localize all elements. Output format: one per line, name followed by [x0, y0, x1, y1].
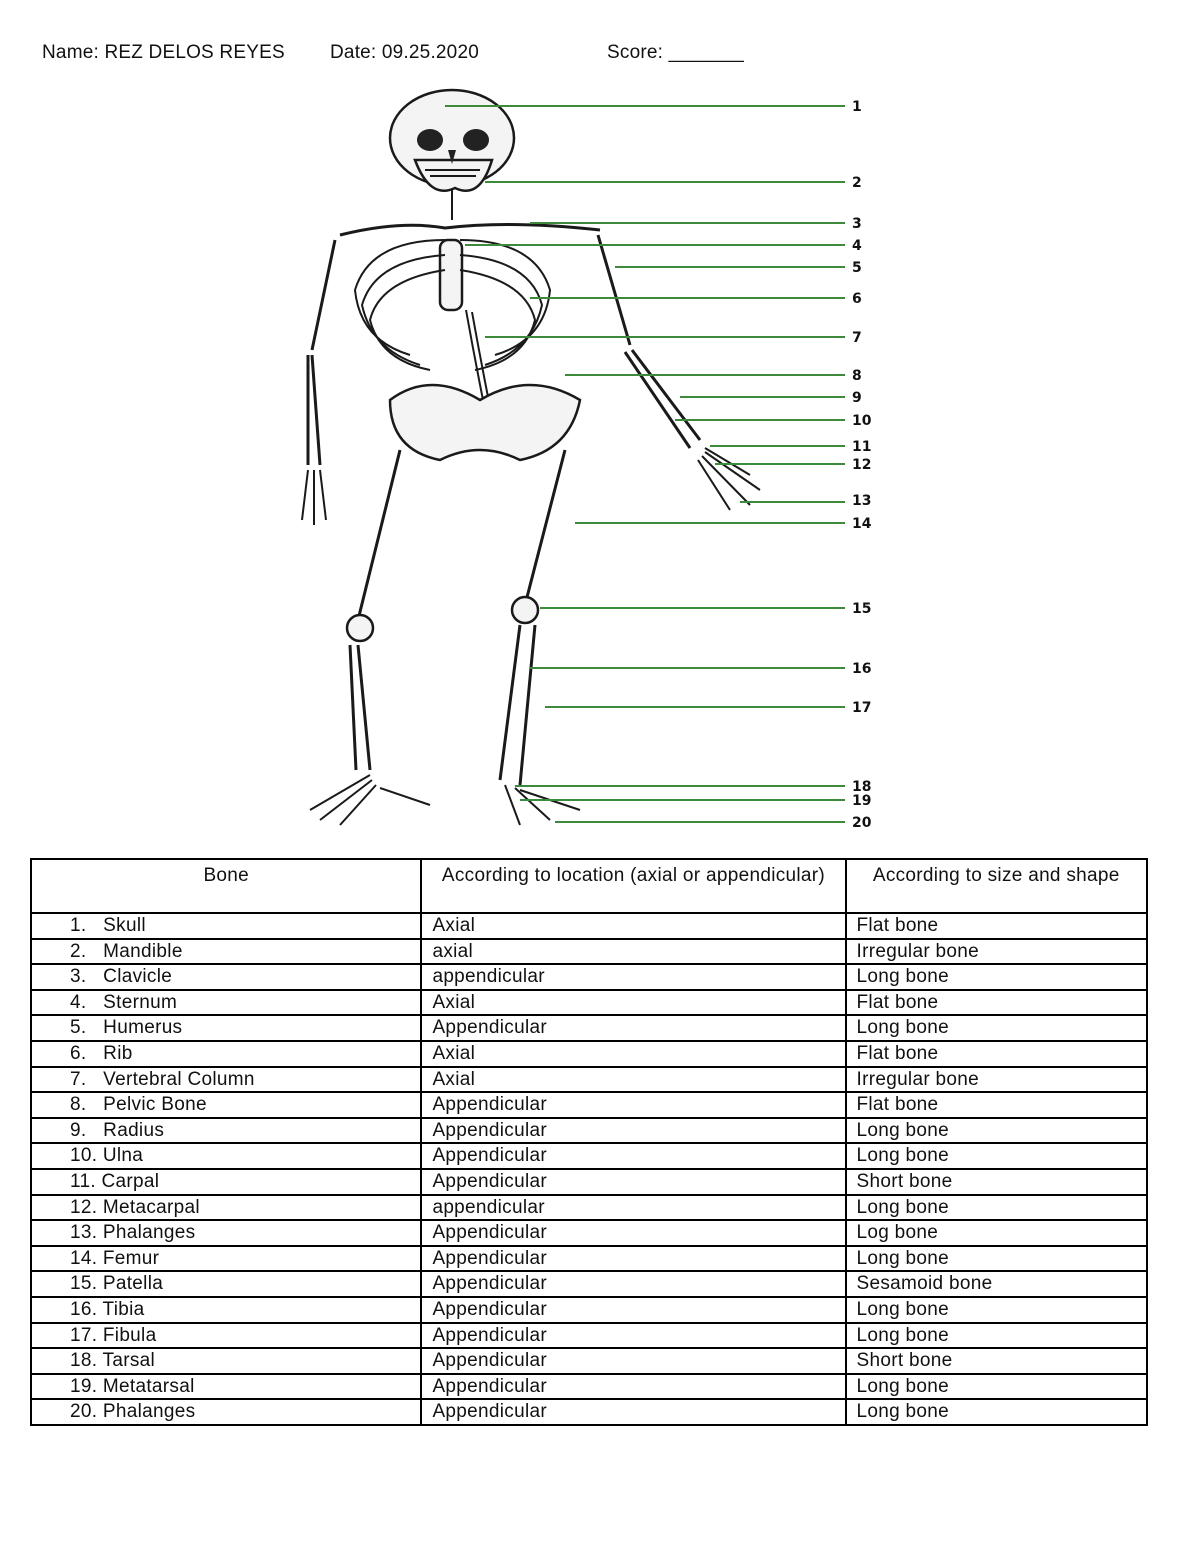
label-8: 8	[852, 368, 862, 384]
table-row	[31, 1374, 1147, 1400]
location-cell: Appendicular	[421, 1323, 845, 1349]
bone-classification-table	[30, 858, 1148, 1426]
bone-name-cell: 17. Fibula	[31, 1323, 421, 1349]
shape-cell: Short bone	[846, 1169, 1148, 1195]
location-cell: Appendicular	[421, 1015, 845, 1041]
bone-name-cell: 10. Ulna	[31, 1143, 421, 1169]
bone-name-cell: 14. Femur	[31, 1246, 421, 1272]
label-10: 10	[852, 413, 872, 429]
table-row	[31, 1118, 1147, 1144]
location-cell: Appendicular	[421, 1297, 845, 1323]
label-5: 5	[852, 260, 862, 276]
label-19: 19	[852, 793, 872, 809]
bone-name-cell: 9. Radius	[31, 1118, 421, 1144]
label-13: 13	[852, 493, 872, 509]
label-1: 1	[852, 99, 862, 115]
table-row	[31, 1399, 1147, 1425]
bone-name-cell: 13. Phalanges	[31, 1220, 421, 1246]
location-cell: Appendicular	[421, 1220, 845, 1246]
student-name: Name: REZ DELOS REYES	[42, 42, 285, 63]
shape-cell: Irregular bone	[846, 1067, 1148, 1093]
label-16: 16	[852, 661, 872, 677]
table-header-row	[31, 859, 1147, 913]
left-arm-drawing	[302, 240, 335, 525]
clavicle-drawing	[340, 224, 600, 235]
shape-cell: Flat bone	[846, 1092, 1148, 1118]
bone-name-cell: 19. Metatarsal	[31, 1374, 421, 1400]
table-row	[31, 1169, 1147, 1195]
table-row	[31, 1348, 1147, 1374]
bone-name-cell: 15. Patella	[31, 1271, 421, 1297]
table-row	[31, 1220, 1147, 1246]
location-cell: Appendicular	[421, 1169, 845, 1195]
label-15: 15	[852, 601, 872, 617]
shape-cell: Long bone	[846, 1323, 1148, 1349]
worksheet-date: Date: 09.25.2020	[330, 42, 479, 63]
location-cell: Appendicular	[421, 1399, 845, 1425]
bone-name-cell: 1. Skull	[31, 913, 421, 939]
label-17: 17	[852, 700, 872, 716]
skeleton-diagram	[280, 80, 900, 840]
bone-name-cell: 4. Sternum	[31, 990, 421, 1016]
bone-name-cell: 18. Tarsal	[31, 1348, 421, 1374]
shape-cell: Flat bone	[846, 990, 1148, 1016]
shape-cell: Long bone	[846, 1374, 1148, 1400]
table-row	[31, 1015, 1147, 1041]
shape-cell: Long bone	[846, 1195, 1148, 1221]
bone-name-cell: 20. Phalanges	[31, 1399, 421, 1425]
shape-cell: Sesamoid bone	[846, 1271, 1148, 1297]
bone-name-cell: 12. Metacarpal	[31, 1195, 421, 1221]
shape-cell: Flat bone	[846, 913, 1148, 939]
label-numbers	[852, 99, 872, 831]
label-6: 6	[852, 291, 862, 307]
location-cell: Appendicular	[421, 1092, 845, 1118]
shape-cell: Long bone	[846, 1297, 1148, 1323]
label-leaders	[445, 106, 845, 822]
label-4: 4	[852, 238, 862, 254]
label-7: 7	[852, 330, 862, 346]
table-row	[31, 1041, 1147, 1067]
table-row	[31, 1271, 1147, 1297]
shape-cell: Irregular bone	[846, 939, 1148, 965]
pelvis-drawing	[390, 385, 580, 460]
table-row	[31, 990, 1147, 1016]
skeleton-illustration	[280, 80, 900, 840]
left-leg-drawing	[310, 450, 430, 825]
right-leg-drawing	[500, 450, 580, 825]
location-cell: Axial	[421, 1067, 845, 1093]
shape-cell: Long bone	[846, 1118, 1148, 1144]
table-body	[31, 913, 1147, 1425]
table-row	[31, 964, 1147, 990]
shape-cell: Long bone	[846, 964, 1148, 990]
shape-cell: Short bone	[846, 1348, 1148, 1374]
bone-name-cell: 2. Mandible	[31, 939, 421, 965]
shape-cell: Long bone	[846, 1143, 1148, 1169]
table-row	[31, 913, 1147, 939]
header-shape: According to size and shape	[846, 859, 1148, 913]
header-location: According to location (axial or appendicular)	[421, 859, 845, 913]
bone-name-cell: 16. Tibia	[31, 1297, 421, 1323]
location-cell: appendicular	[421, 964, 845, 990]
worksheet-header	[42, 42, 802, 72]
table-row	[31, 1092, 1147, 1118]
table-row	[31, 1143, 1147, 1169]
table-row	[31, 939, 1147, 965]
label-20: 20	[852, 815, 872, 831]
header-bone: Bone	[31, 859, 421, 913]
location-cell: Appendicular	[421, 1374, 845, 1400]
location-cell: Appendicular	[421, 1118, 845, 1144]
label-2: 2	[852, 175, 862, 191]
location-cell: Axial	[421, 990, 845, 1016]
label-9: 9	[852, 390, 862, 406]
bone-name-cell: 6. Rib	[31, 1041, 421, 1067]
table-row	[31, 1323, 1147, 1349]
table-row	[31, 1195, 1147, 1221]
location-cell: Axial	[421, 913, 845, 939]
shape-cell: Log bone	[846, 1220, 1148, 1246]
label-14: 14	[852, 516, 872, 532]
shape-cell: Long bone	[846, 1246, 1148, 1272]
label-12: 12	[852, 457, 872, 473]
location-cell: Appendicular	[421, 1246, 845, 1272]
table-row	[31, 1067, 1147, 1093]
location-cell: Appendicular	[421, 1271, 845, 1297]
shape-cell: Flat bone	[846, 1041, 1148, 1067]
location-cell: appendicular	[421, 1195, 845, 1221]
shape-cell: Long bone	[846, 1015, 1148, 1041]
table-row	[31, 1297, 1147, 1323]
location-cell: Axial	[421, 1041, 845, 1067]
location-cell: Appendicular	[421, 1348, 845, 1374]
bone-name-cell: 8. Pelvic Bone	[31, 1092, 421, 1118]
bone-name-cell: 7. Vertebral Column	[31, 1067, 421, 1093]
right-arm-drawing	[598, 235, 760, 510]
label-18: 18	[852, 779, 872, 795]
location-cell: Appendicular	[421, 1143, 845, 1169]
bone-name-cell: 5. Humerus	[31, 1015, 421, 1041]
table-row	[31, 1246, 1147, 1272]
score-field: Score: _______	[607, 42, 744, 63]
bone-name-cell: 11. Carpal	[31, 1169, 421, 1195]
shape-cell: Long bone	[846, 1399, 1148, 1425]
bone-name-cell: 3. Clavicle	[31, 964, 421, 990]
location-cell: axial	[421, 939, 845, 965]
label-3: 3	[852, 216, 862, 232]
spine-drawing	[440, 190, 491, 412]
label-11: 11	[852, 439, 872, 455]
